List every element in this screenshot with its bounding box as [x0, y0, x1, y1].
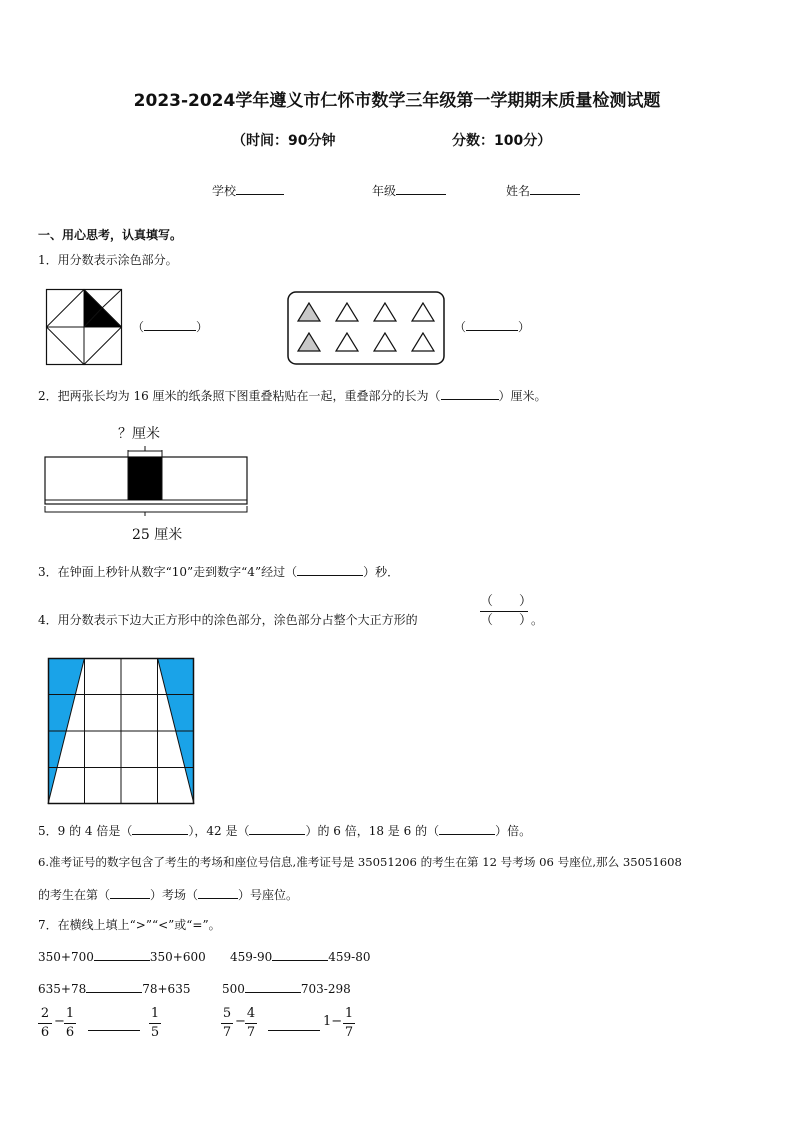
question-1: 1．用分数表示涂色部分。: [38, 253, 178, 267]
fraction-2-6: 2 6: [38, 1006, 52, 1041]
q6-blank-room[interactable]: [110, 886, 150, 899]
compare-blank[interactable]: [272, 948, 328, 961]
q4-fraction-answer: [480, 594, 533, 629]
exam-score: 分数：100分）: [452, 133, 552, 149]
question-2: 2．把两张长均为 16 厘米的纸条照下图重叠粘贴在一起，重叠部分的长为（ ）厘米。: [38, 389, 547, 403]
q4-end: 。: [531, 613, 544, 627]
q5-blank-2[interactable]: [249, 822, 305, 835]
name-blank[interactable]: [530, 182, 580, 195]
grade-field: [372, 182, 446, 199]
school-blank[interactable]: [236, 182, 284, 195]
exam-time: （时间：90分钟: [232, 133, 336, 149]
triangles-box-figure: [287, 291, 445, 365]
q3-blank[interactable]: [297, 563, 363, 576]
minus-sign: −: [235, 1014, 246, 1029]
fraction-5-7: 5 7: [222, 1006, 232, 1040]
question-7: 7．在横线上填上“>”“<”或“=”。: [38, 918, 221, 932]
q1-blank-left[interactable]: [144, 318, 196, 331]
fraction-1-6: 1 6: [65, 1006, 75, 1040]
total-length-label: 25 厘米: [132, 527, 183, 543]
section-1-title: 一、用心思考，认真填写。: [38, 228, 183, 242]
triangle: [412, 333, 434, 351]
q2-blank[interactable]: [441, 387, 499, 400]
compare-blank[interactable]: [245, 980, 301, 993]
school-field: [212, 182, 284, 199]
fraction-1-5: 1 5: [150, 1006, 160, 1040]
triangle: [336, 303, 358, 321]
fraction-4-7: 4 7: [246, 1006, 256, 1040]
question-5: 5．9 的 4 倍是（ ），42 是（ ）的 6 倍，18 是 6 的（ ）倍。: [38, 824, 532, 838]
compare-row-1b: 459-90 459-80: [230, 950, 371, 964]
triangle: [374, 333, 396, 351]
compare-row-1a: 350+700 350+600: [38, 950, 206, 964]
grade-label: 年级: [372, 184, 397, 198]
q1-answer-right: （ ）: [454, 320, 531, 334]
grade-blank[interactable]: [396, 182, 446, 195]
compare-blank[interactable]: [86, 980, 142, 993]
triangle: [412, 303, 434, 321]
triangle: [374, 303, 396, 321]
q4-numerator[interactable]: （ ）: [480, 594, 533, 609]
q5-blank-3[interactable]: [439, 822, 495, 835]
fraction-1-7: 1 7: [344, 1006, 354, 1040]
name-field: [506, 182, 580, 199]
overlap-label: ？厘米: [118, 426, 160, 442]
question-3: 3．在钟面上秒针从数字“10”走到数字“4”经过（ ）秒．: [38, 565, 400, 579]
minus-sign: −: [54, 1014, 65, 1029]
triangle: [336, 333, 358, 351]
compare-row-2a: 635+78 78+635: [38, 982, 191, 996]
square-diagonal-figure: [46, 289, 122, 365]
q4-denominator[interactable]: （ ）: [480, 613, 533, 628]
q1-answer-left: （ ）: [132, 320, 209, 334]
paper-strips-figure: [44, 444, 248, 516]
one-minus: 1−: [323, 1014, 343, 1029]
fraction-compare-blank-2[interactable]: [268, 1016, 320, 1035]
school-label: 学校: [212, 184, 237, 198]
grid-square-figure: [48, 658, 194, 804]
triangle-shaded: [298, 303, 320, 321]
compare-row-2b: 500 703-298: [222, 982, 351, 996]
question-4: 4．用分数表示下边大正方形中的涂色部分，涂色部分占整个大正方形的: [38, 613, 418, 627]
triangle-shaded: [298, 333, 320, 351]
question-6-line-1: 6.准考证号的数字包含了考生的考场和座位号信息,准考证号是 35051206 的考生在第 12 号考场 06 号座位,那么 35051608: [38, 855, 682, 869]
name-label: 姓名: [506, 184, 531, 198]
q6-blank-seat[interactable]: [198, 886, 238, 899]
page-title: 2023-2024学年遵义市仁怀市数学三年级第一学期期末质量检测试题: [133, 91, 661, 111]
question-6-line-2: 的考生在第（ ）考场（ ）号座位。: [38, 888, 299, 902]
q5-blank-1[interactable]: [132, 822, 188, 835]
compare-blank[interactable]: [94, 948, 150, 961]
q1-blank-right[interactable]: [466, 318, 518, 331]
fraction-compare-blank-1[interactable]: [88, 1016, 140, 1035]
